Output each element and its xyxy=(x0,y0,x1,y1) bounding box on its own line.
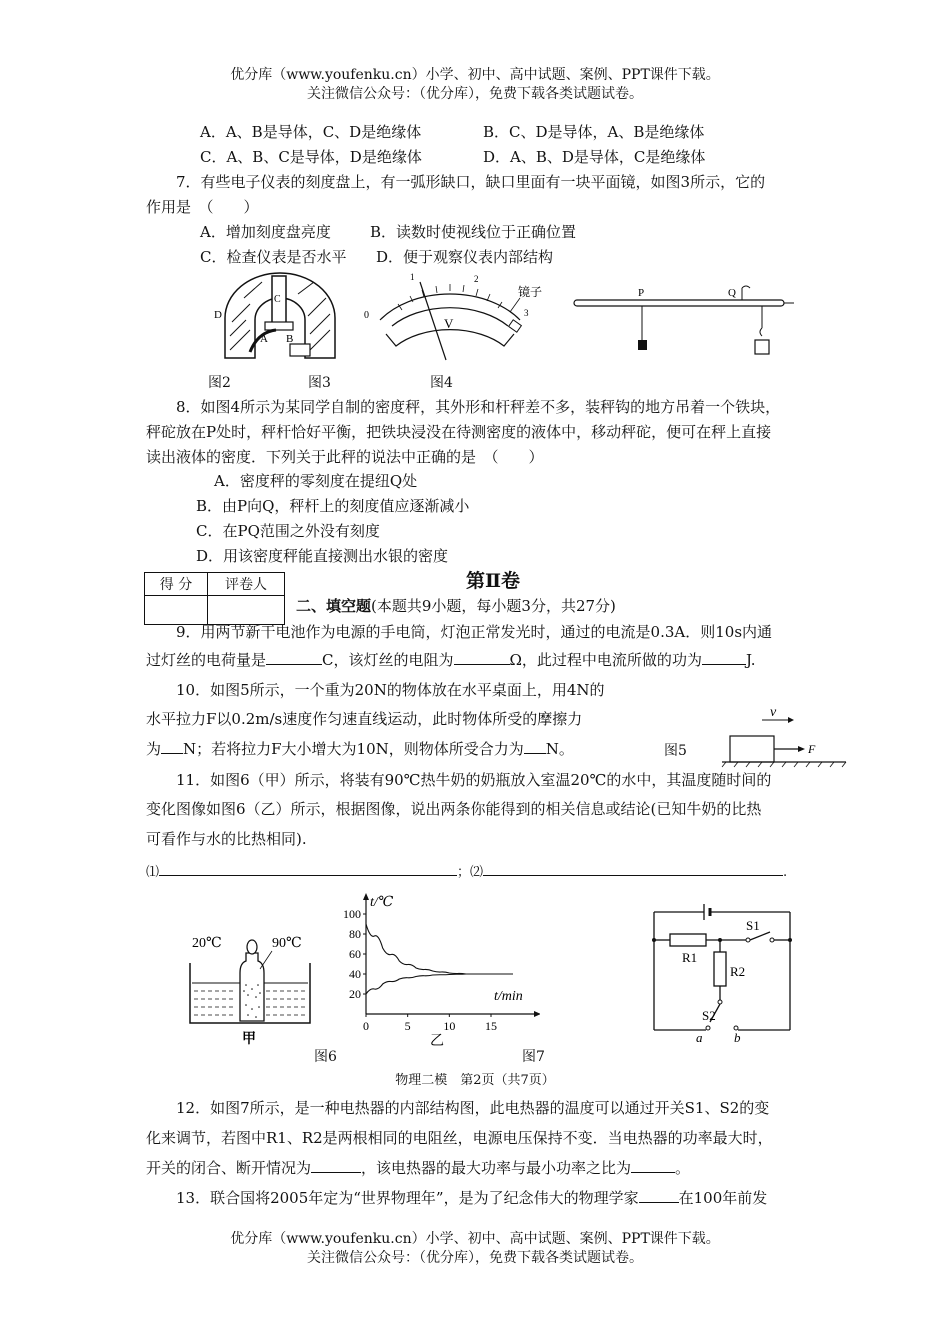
q12-stem-line2: 化来调节，若图中R1、R2是两根相同的电阻丝，电源电压保持不变．当电热器的功率最大时， xyxy=(146,1129,773,1147)
chart-series-line-1 xyxy=(366,924,491,974)
q12-stem-line1: 12．如图7所示，是一种电热器的内部结构图，此电热器的温度可以通过开关S1、S2的变 xyxy=(176,1099,770,1117)
q12-blank-switch-state[interactable] xyxy=(311,1158,361,1173)
q11-stem-line2: 变化图像如图6（乙）所示，根据图像，说出两条你能得到的相关信息或结论(已知牛奶的比热 xyxy=(146,800,762,818)
figure-4-density-scale xyxy=(570,282,800,362)
q9-text-3: Ω，此过程中电流所做的功为 xyxy=(509,651,702,669)
fig3-tick-1: 1 xyxy=(410,272,415,282)
fig7-caption: 图7 xyxy=(522,1049,545,1065)
score-col-header: 得 分 xyxy=(145,573,208,596)
chart-y-tick-label: 20 xyxy=(349,987,361,1001)
q10-text-1: 为 xyxy=(146,740,162,758)
figure-6-jia-setup xyxy=(180,925,330,1050)
grader-cell xyxy=(208,596,285,625)
score-cell xyxy=(145,596,208,625)
q13-blank-physicist[interactable] xyxy=(639,1188,679,1203)
fig3-label-mirror: 镜子 xyxy=(518,285,543,299)
q12-text-3: 。 xyxy=(675,1159,691,1177)
chart-y-tick-label: 100 xyxy=(343,907,361,921)
q12-blank-power-ratio[interactable] xyxy=(631,1158,675,1173)
fig7-label-a: a xyxy=(696,1030,703,1045)
q10-text-3: N。 xyxy=(545,740,574,758)
fig7-label-s1: S1 xyxy=(746,918,760,933)
fig2-label-d: D xyxy=(214,309,222,321)
chart-x-tick-label: 0 xyxy=(363,1019,369,1033)
chart-y-tick-label: 80 xyxy=(349,927,361,941)
chart-x-axis-arrow xyxy=(534,1011,540,1017)
q12-text-2: ，该电热器的最大功率与最小功率之比为 xyxy=(361,1159,632,1177)
fig7-label-r1: R1 xyxy=(682,950,698,965)
fig7-label-s2: S2 xyxy=(702,1008,716,1023)
resistor-r1 xyxy=(670,934,706,946)
fig2-label-a: A xyxy=(260,333,268,345)
chart-y-axis-arrow xyxy=(363,893,369,900)
switch-s1 xyxy=(750,932,770,940)
q11-separator: ； xyxy=(457,865,471,880)
chart-x-tick-label: 10 xyxy=(443,1019,456,1033)
figure-6-yi-chart xyxy=(330,890,540,1050)
fig7-label-r2: R2 xyxy=(730,964,746,979)
fig3-caption: 图3 xyxy=(308,375,331,391)
chart-y-tick-label: 60 xyxy=(349,947,361,961)
site-header-line2: 关注微信公众号：（优分库），免费下载各类试题试卷。 xyxy=(307,86,643,102)
score-table xyxy=(144,572,285,625)
q11-answer-1-label: ⑴ xyxy=(146,865,160,880)
section-heading: 二、填空题 xyxy=(296,597,372,615)
q10-stem-line2: 水平拉力F以0.2m/s速度作匀速直线运动，此时物体所受的摩擦力 xyxy=(146,710,583,728)
site-footer-line1: 优分库（www.youfenku.cn）小学、初中、高中试题、案例、PPT课件下载。 xyxy=(230,1231,720,1247)
fig2-label-c: C xyxy=(274,294,281,305)
chart-y-axis-label: t/℃ xyxy=(370,895,394,910)
chart-series-line-2 xyxy=(366,974,491,994)
q7-option-c: C．检查仪表是否水平 xyxy=(200,248,347,266)
q8-option-a: A．密度秤的零刻度在提纽Q处 xyxy=(214,472,418,490)
q9-stem-line1: 9．用两节新干电池作为电源的手电筒，灯泡正常发光时，通过的电流是0.3A．则10s内通 xyxy=(176,623,773,641)
fig3-tick-2: 2 xyxy=(474,274,479,284)
q9-blank-charge[interactable] xyxy=(266,650,322,665)
q8-option-c: C．在PQ范围之外没有刻度 xyxy=(196,522,380,540)
q10-blank-net-force[interactable] xyxy=(524,739,546,754)
chart-x-axis-label: t/min xyxy=(494,989,523,1004)
q6-option-c: C．A、B、C是导体，D是绝缘体 xyxy=(200,148,422,166)
figure-2-apparatus xyxy=(210,270,350,362)
figure-3-meter xyxy=(360,270,550,365)
site-header-line1: 优分库（www.youfenku.cn）小学、初中、高中试题、案例、PPT课件下载。 xyxy=(230,67,720,83)
q8-option-b: B．由P向Q，秤杆上的刻度值应逐渐减小 xyxy=(196,497,470,515)
fig5-caption: 图5 xyxy=(664,743,687,759)
fig7-label-b: b xyxy=(734,1030,741,1045)
fig3-label-v: V xyxy=(444,316,454,331)
fig6-label-milk-temp: 90℃ xyxy=(272,936,302,951)
fig3-tick-0: 0 xyxy=(364,310,369,321)
q11-stem-line1: 11．如图6（甲）所示，将装有90℃热牛奶的奶瓶放入室温20℃的水中，其温度随时间的 xyxy=(176,771,772,789)
fig6-label-yi: 乙 xyxy=(430,1034,444,1049)
section-note: (本题共9小题，每小题3分，共27分) xyxy=(371,597,616,615)
fig3-tick-3: 3 xyxy=(524,308,529,318)
fig4-label-q: Q xyxy=(728,287,736,299)
fig6-caption: 图6 xyxy=(314,1049,337,1065)
section-title: 第Ⅱ卷 xyxy=(466,570,521,592)
fig5-label-v: v xyxy=(770,705,777,720)
q8-stem-line1: 8．如图4所示为某同学自制的密度秤，其外形和杆秤差不多，装秤钩的地方吊着一个铁块， xyxy=(176,398,781,416)
q6-option-d: D．A、B、D是导体，C是绝缘体 xyxy=(483,148,706,166)
fig6-label-water-temp: 20℃ xyxy=(192,936,222,951)
q9-text-4: J. xyxy=(745,651,756,669)
figure-7-circuit xyxy=(648,900,798,1045)
q6-option-a: A．A、B是导体，C、D是绝缘体 xyxy=(200,123,422,141)
q9-blank-resistance[interactable] xyxy=(454,650,510,665)
q7-option-b: B．读数时使视线位于正确位置 xyxy=(370,223,577,241)
q13-text-2: 在100年前发 xyxy=(678,1189,768,1207)
q7-option-a: A．增加刻度盘亮度 xyxy=(200,223,331,241)
page-footer: 物理二模 第2页（共7页） xyxy=(395,1073,555,1088)
q9-text-1: 过灯丝的电荷量是 xyxy=(146,651,267,669)
site-footer-line2: 关注微信公众号：（优分库），免费下载各类试题试卷。 xyxy=(307,1250,643,1266)
fig5-label-f: F xyxy=(808,742,816,756)
q7-stem-line2: 作用是 （ ） xyxy=(146,198,259,216)
q11-end: . xyxy=(783,865,788,880)
q10-stem-line1: 10．如图5所示，一个重为20N的物体放在水平桌面上，用4N的 xyxy=(176,681,605,699)
figure-5-block xyxy=(718,700,850,768)
fig6-label-jia: 甲 xyxy=(242,1032,256,1047)
fig4-caption: 图4 xyxy=(430,375,453,391)
q7-stem-line1: 7．有些电子仪表的刻度盘上，有一弧形缺口，缺口里面有一块平面镜，如图3所示，它的 xyxy=(176,173,766,191)
q8-option-d: D．用该密度秤能直接测出水银的密度 xyxy=(196,547,449,565)
q6-option-b: B．C、D是导体，A、B是绝缘体 xyxy=(483,123,705,141)
q11-answer-2-label: ⑵ xyxy=(470,865,484,880)
fig2-caption: 图2 xyxy=(208,375,231,391)
grader-col-header: 评卷人 xyxy=(208,573,285,596)
chart-x-tick-label: 5 xyxy=(404,1019,411,1033)
q8-stem-line3: 读出液体的密度．下列关于此秤的说法中正确的是 （ ） xyxy=(146,448,544,466)
fig4-label-p: P xyxy=(638,287,645,299)
q9-text-2: C，该灯丝的电阻为 xyxy=(322,651,454,669)
resistor-r2 xyxy=(714,952,726,986)
q13-text-1: 13．联合国将2005年定为“世界物理年”，是为了纪念伟大的物理学家 xyxy=(176,1189,639,1207)
q10-blank-friction[interactable] xyxy=(161,739,183,754)
chart-y-tick-label: 40 xyxy=(349,967,361,981)
q10-text-2: N；若将拉力F大小增大为10N，则物体所受合力为 xyxy=(183,740,524,758)
q9-blank-work[interactable] xyxy=(702,650,746,665)
fig2-label-b: B xyxy=(286,333,294,345)
q11-blank-1[interactable] xyxy=(159,861,457,876)
q11-stem-line3: 可看作与水的比热相同). xyxy=(146,830,307,848)
q11-blank-2[interactable] xyxy=(483,861,783,876)
q12-text-1: 开关的闭合、断开情况为 xyxy=(146,1159,312,1177)
q7-option-d: D．便于观察仪表内部结构 xyxy=(376,248,554,266)
chart-x-tick-label: 15 xyxy=(485,1019,497,1033)
q8-stem-line2: 秤砣放在P处时，秤杆恰好平衡，把铁块浸没在待测密度的液体中，移动秤砣，便可在秤上直接 xyxy=(146,423,772,441)
